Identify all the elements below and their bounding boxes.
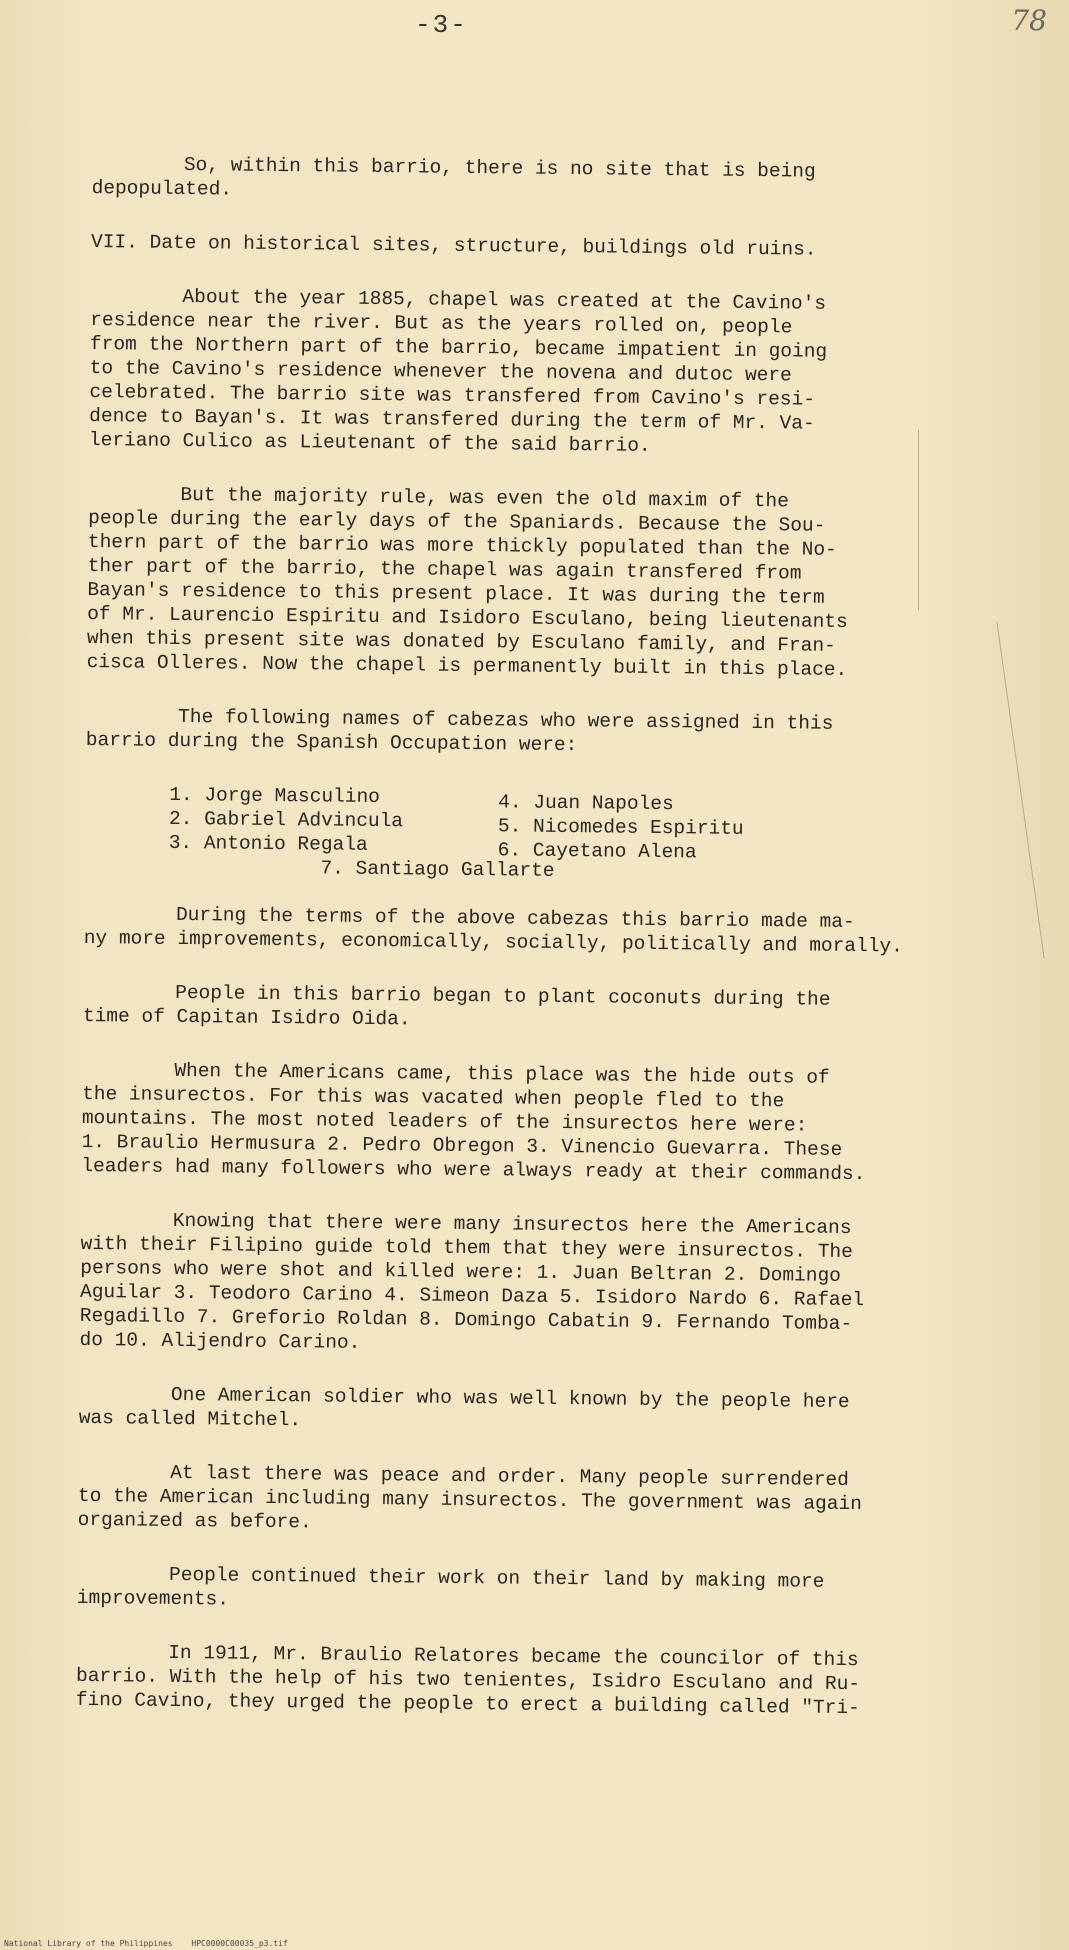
list-item: 1. Jorge Masculino [169, 783, 381, 809]
paragraph: About the year 1885, chapel was created at the Cavino's residence near the river. But as the years rolled on, people from the Northern part of the barrio, became impatient in going to the Cavino's residence whenever the novena and dutoc were celebrated. The barrio site was transfered from Cavino's resi- dence to Bayan's. It was transfered during the term of Mr. Va- leriano Culico as Lieutenant of the said barrio. [88, 285, 828, 457]
page-number: -3- [415, 10, 468, 40]
list-item: 2. Gabriel Advincula [168, 807, 404, 833]
paragraph: In 1911, Mr. Braulio Relatores became the councilor of this barrio. With the help of his two tenientes, Isidro Esculano and Ru- fino Cavino, they urged the people to erect a building called "Tri- [75, 1641, 861, 1720]
scan-footer [4, 1939, 302, 1948]
paragraph: During the terms of the above cabezas this barrio made ma- ny more improvements, economically, socially, politically and morally. [83, 903, 903, 958]
folio-number: 78 [1011, 4, 1047, 37]
list-item: 3. Antonio Regala [168, 831, 368, 856]
paragraph: One American soldier who was well known by the people here was called Mitchel. [78, 1383, 850, 1432]
section-heading: VII. Date on historical sites, structure, buildings old ruins. [90, 230, 817, 261]
library-credit: National Library of the Philippines [4, 1939, 173, 1948]
paragraph: Knowing that there were many insurectos here the Americans with their Filipino guide told them that they were insurectos. The persons who were shot and killed were: 1. Juan Beltran 2. Domingo Aguilar 3. Teodoro Carino 4. Simeon Daza 5. Isidoro Nardo 6. Rafael Regadillo 7. Greforio Roldan 8. Domingo Cabatin 9. Fernando Tomba- do 10. Alijendro Carino. [79, 1209, 865, 1354]
file-name: HPC0000C00035_p3.tif [191, 1939, 288, 1948]
list-item: 4. Juan Napoles [498, 791, 674, 816]
paragraph: But the majority rule, was even the old maxim of the people during the early days of the Spaniards. Because the Sou- thern part of the barrio was more thickly populated than the No- ther part of the barrio, the chapel was again transfered from Bayan's residence to this present place. It was during the term of Mr. Laurencio Espiritu and Isidoro Esculano, being lieutenants when this present site was donated by Esculano family, and Fran- cisca Olleres. Now the chapel is permanently built in this place. [86, 483, 848, 681]
cabezas-list [84, 782, 915, 883]
paragraph: At last there was peace and order. Many people surrendered to the American including many insurectos. The government was again organized as before. [77, 1461, 863, 1534]
document-body [75, 152, 922, 1751]
list-item: 6. Cayetano Alena [497, 839, 697, 864]
list-item: 7. Santiago Gallarte [320, 857, 555, 882]
paragraph: The following names of cabezas who were assigned in this barrio during the Spanish Occupation were: [85, 705, 834, 757]
paragraph: People in this barrio began to plant coconuts during the time of Capitan Isidro Oida. [82, 981, 831, 1031]
list-item: 5. Nicomedes Espiritu [497, 815, 744, 840]
paragraph: So, within this barrio, there is no site that is being depopulated. [91, 153, 816, 201]
margin-mark [996, 622, 1044, 959]
paragraph: When the Americans came, this place was the hide outs of the insurectos. For this was vacated when people fled to the mountains. The most noted leaders of the insurectos here were: 1. Braulio Hermusura 2. Pedro Obregon 3. Vinencio Guevarra. These leaders had many followers who were always ready at their commands. [81, 1059, 866, 1186]
paragraph: People continued their work on their land by making more improvements. [76, 1563, 825, 1611]
